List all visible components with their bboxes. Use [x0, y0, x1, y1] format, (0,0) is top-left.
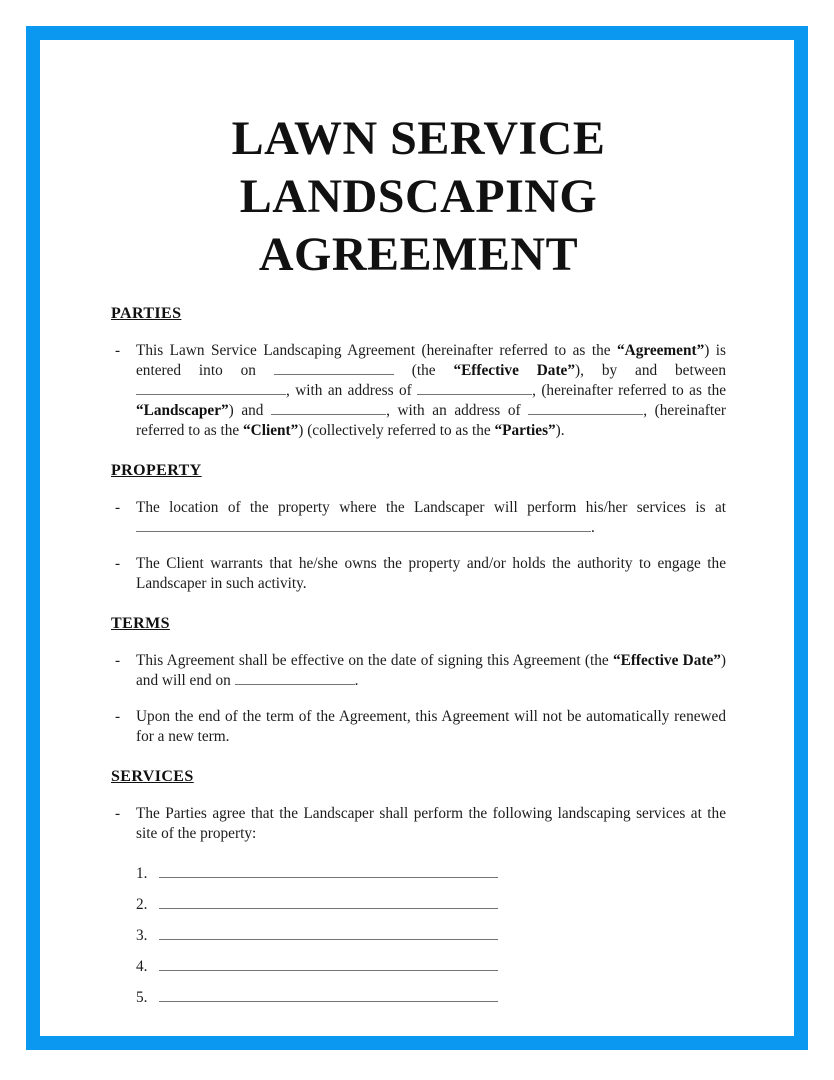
item-number: 3. — [136, 927, 148, 944]
numbered-blank-item — [136, 957, 726, 977]
section-parties — [111, 304, 726, 441]
blank-fill-line — [159, 926, 498, 940]
numbered-blank-item — [136, 988, 726, 1008]
item-number: 5. — [136, 989, 148, 1006]
bold-text: “Client” — [243, 422, 299, 439]
bold-text: “Parties” — [494, 422, 556, 439]
bullet-item — [111, 651, 726, 691]
section-heading: PARTIES — [111, 305, 182, 322]
blank-fill-line — [528, 401, 643, 415]
document-page-frame — [26, 26, 808, 1050]
item-number: 2. — [136, 896, 148, 913]
section-heading: PROPERTY — [111, 462, 202, 479]
paragraph-text: The Client warrants that he/she owns the property and/or holds the authority to engage the Landscaper in such activity. — [136, 555, 726, 592]
bold-text: “Effective Date” — [612, 652, 721, 669]
blank-fill-line — [159, 988, 498, 1002]
section-services — [111, 767, 726, 1008]
section-heading: SERVICES — [111, 768, 194, 785]
blank-fill-line — [159, 957, 498, 971]
numbered-blank-item — [136, 895, 726, 915]
blank-fill-line — [271, 401, 386, 415]
bold-text: “Landscaper” — [136, 402, 229, 419]
document-title-line: AGREEMENT — [258, 228, 579, 281]
numbered-blank-list — [136, 864, 726, 1008]
dash-bullet: - — [115, 555, 121, 572]
dash-bullet: - — [115, 652, 121, 669]
dash-bullet: - — [115, 708, 121, 725]
paragraph-text: This Lawn Service Landscaping Agreement (hereinafter referred to as the “Agreement”) is entered into on (the “Effective Date”), by and between , with an address of , (hereinafter referred to as the “Landscaper”) and , with an address of , (hereinafter referred to as the “Client”) (collectively referred to as the “Parties”). — [136, 342, 727, 439]
blank-fill-line — [136, 381, 286, 395]
paragraph-text: The Parties agree that the Landscaper shall perform the following landscaping services at the site of the property: — [136, 805, 726, 842]
dash-bullet: - — [115, 499, 121, 516]
blank-fill-line — [136, 518, 591, 532]
bullet-item — [111, 341, 726, 441]
blank-fill-line — [159, 895, 498, 909]
paragraph-text: This Agreement shall be effective on the date of signing this Agreement (the “Effective Date”) and will end on . — [136, 652, 727, 689]
document-title-line: LANDSCAPING — [239, 170, 598, 223]
blank-fill-line — [235, 671, 355, 685]
bullet-item — [111, 554, 726, 594]
numbered-blank-item — [136, 864, 726, 884]
document-title — [111, 110, 726, 284]
bullet-item — [111, 707, 726, 747]
bullet-item — [111, 498, 726, 538]
bold-text: “Effective Date” — [453, 362, 575, 379]
bullet-item — [111, 804, 726, 844]
item-number: 1. — [136, 865, 148, 882]
paragraph-text: The location of the property where the Landscaper will perform his/her services is at . — [136, 499, 726, 536]
dash-bullet: - — [115, 805, 121, 822]
section-heading: TERMS — [111, 615, 170, 632]
sections — [111, 304, 726, 1008]
item-number: 4. — [136, 958, 148, 975]
section-terms — [111, 614, 726, 747]
blank-fill-line — [417, 381, 532, 395]
dash-bullet: - — [115, 342, 121, 359]
document-title-line: LAWN SERVICE — [231, 112, 606, 165]
blank-fill-line — [159, 864, 498, 878]
numbered-blank-item — [136, 926, 726, 946]
blank-fill-line — [274, 361, 394, 375]
paragraph-text: Upon the end of the term of the Agreement, this Agreement will not be automatically renewed for a new term. — [136, 708, 726, 745]
section-property — [111, 461, 726, 594]
bold-text: “Agreement” — [617, 342, 705, 359]
